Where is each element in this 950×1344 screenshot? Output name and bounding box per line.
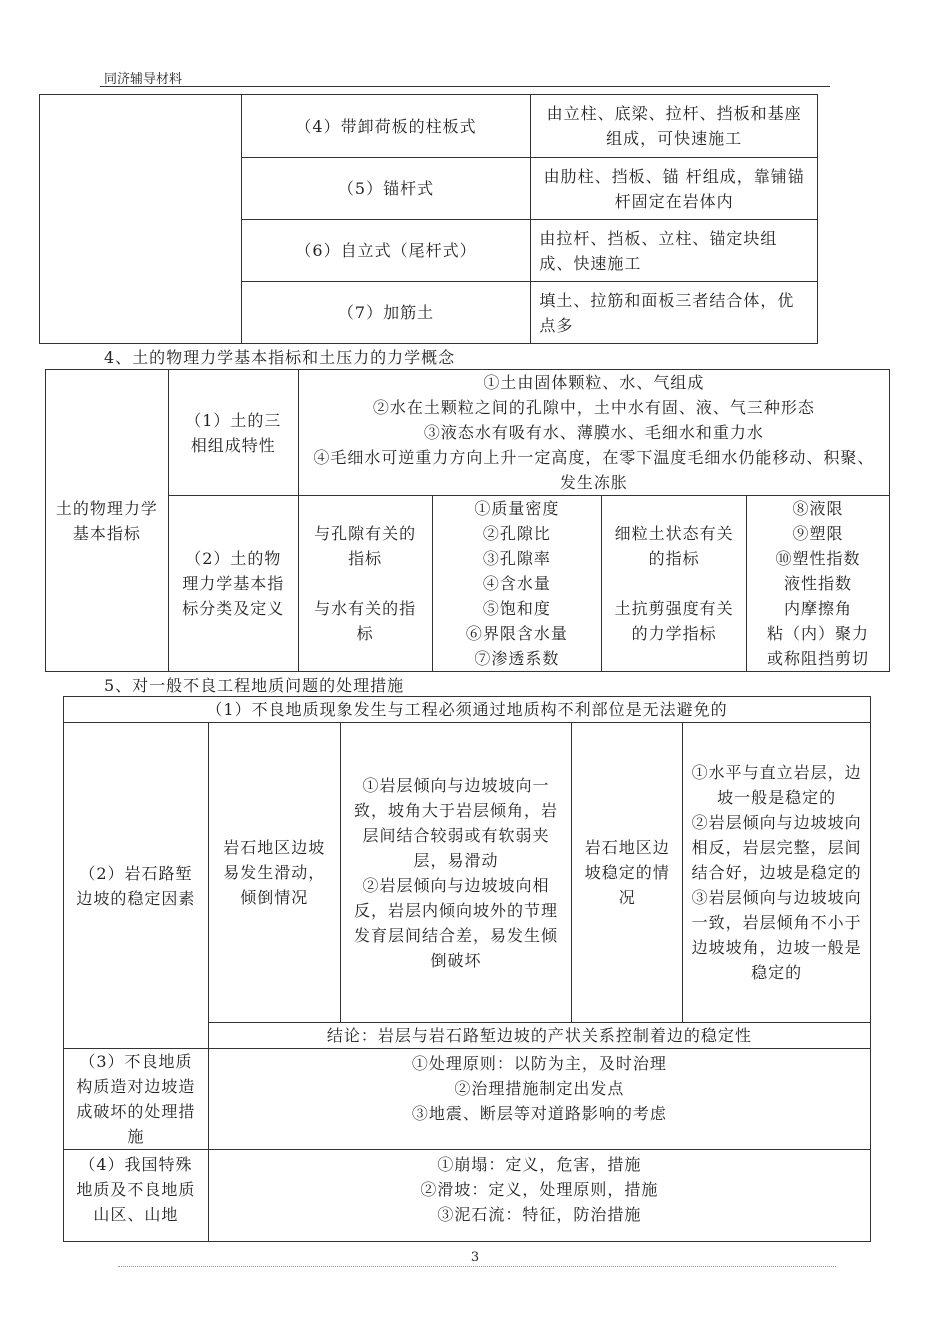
list-item: ⑦渗透系数 bbox=[474, 649, 560, 668]
text-line: ②治理措施制定出发点 bbox=[454, 1079, 625, 1098]
text-line: ①处理原则：以防为主，及时治理 bbox=[411, 1054, 667, 1073]
retaining-wall-table bbox=[39, 94, 818, 344]
rock-slope-label: （2）岩石路堑边坡的稳定因素 bbox=[64, 723, 209, 1049]
list-item: 内摩擦角 bbox=[784, 599, 853, 618]
table1-type: （6）自立式（尾杆式） bbox=[241, 220, 531, 282]
text-line: ②水在土颗粒之间的孔隙中，土中水有固、液、气三种形态 bbox=[372, 398, 815, 417]
header-text: 同济辅导材料 bbox=[104, 72, 183, 87]
three-phase-label: （1）土的三相组成特性 bbox=[168, 370, 298, 496]
text-line: ①崩塌：定义，危害，措施 bbox=[437, 1155, 642, 1174]
unstable-slope-desc bbox=[340, 723, 572, 1023]
table1-type: （7）加筋土 bbox=[241, 282, 531, 344]
list-item: 或称阻挡剪切 bbox=[767, 649, 870, 668]
geology-measures-table bbox=[63, 696, 871, 1242]
table1-desc: 由肋柱、挡板、锚 杆组成，靠铺锚杆固定在岩体内 bbox=[531, 158, 818, 220]
list-item: ④含水量 bbox=[482, 574, 551, 593]
text-line: ③地震、断层等对道路影响的考虑 bbox=[411, 1104, 667, 1123]
index-list-a bbox=[432, 496, 602, 672]
list-item: ⑤饱和度 bbox=[482, 599, 551, 618]
table1-type: （4）带卸荷板的柱板式 bbox=[241, 95, 531, 158]
list-item: ⑨塑限 bbox=[792, 524, 844, 543]
list-item: ⑥界限含水量 bbox=[465, 624, 568, 643]
pore-water-indices bbox=[298, 496, 432, 672]
text-line: ④毛细水可逆重力方向上升一定高度，在零下温度毛细水仍能移动、积聚、发生冻胀 bbox=[313, 448, 875, 492]
section5-heading: 5、对一般不良工程地质问题的处理措施 bbox=[104, 676, 405, 695]
table1-desc: 填土、拉筋和面板三者结合体，优点多 bbox=[531, 282, 818, 344]
special-geology-label: （4）我国特殊地质及不良地质山区、山地 bbox=[64, 1150, 209, 1242]
table1-merged-cell bbox=[40, 95, 242, 344]
text-line: 与孔隙有关的指标 bbox=[314, 524, 417, 568]
list-item: 粘（内）聚力 bbox=[767, 624, 870, 643]
list-item: ①质量密度 bbox=[474, 499, 560, 518]
text-line: ②岩层倾向与边坡坡向相反，岩层完整，层间结合好，边坡是稳定的 bbox=[691, 813, 862, 882]
unavoidable-note: （1）不良地质现象发生与工程必须通过地质构不利部位是无法避免的 bbox=[64, 697, 871, 723]
text-line: ③岩层倾向与边坡坡向一致，岩层倾角不小于边坡坡角，边坡一般是稳定的 bbox=[691, 888, 862, 982]
treatment-label: （3）不良地质构质造对边坡造成破坏的处理措施 bbox=[64, 1049, 209, 1150]
footer-rule bbox=[118, 1266, 836, 1267]
section4-heading: 4、土的物理力学基本指标和土压力的力学概念 bbox=[104, 348, 456, 367]
classification-label: （2）土的物理力学基本指标分类及定义 bbox=[168, 496, 298, 672]
list-item: ②孔隙比 bbox=[482, 524, 551, 543]
table1-type: （5）锚杆式 bbox=[241, 158, 531, 220]
index-list-b bbox=[747, 496, 890, 672]
soil-indices-label: 土的物理力学基本指标 bbox=[46, 370, 169, 672]
conclusion: 结论：岩层与岩石路堑边坡的产状关系控制着边的稳定性 bbox=[208, 1023, 870, 1049]
state-strength-indices bbox=[602, 496, 747, 672]
stable-slope-label: 岩石地区边坡稳定的情况 bbox=[572, 723, 683, 1023]
table1-desc: 由立柱、底梁、拉杆、挡板和基座组成，可快速施工 bbox=[531, 95, 818, 158]
text-line: ③液态水有吸有水、薄膜水、毛细水和重力水 bbox=[423, 423, 764, 442]
special-geology-content bbox=[208, 1150, 870, 1242]
text-line: 与水有关的指标 bbox=[314, 599, 417, 643]
text-line: ①水平与直立岩层，边坡一般是稳定的 bbox=[691, 763, 862, 807]
header-rule bbox=[100, 86, 830, 87]
text-line: ②岩层倾向与边坡坡向相反，岩层内倾向坡外的节理发育层间结合差，易发生倾倒破坏 bbox=[354, 875, 559, 970]
table1-desc: 由拉杆、挡板、立柱、锚定块组成、快速施工 bbox=[531, 220, 818, 282]
text-line: ②滑坡：定义，处理原则，措施 bbox=[420, 1180, 659, 1199]
stable-slope-desc bbox=[683, 723, 871, 1023]
soil-indices-table bbox=[45, 369, 890, 672]
text-line: ①土由固体颗粒、水、气组成 bbox=[483, 373, 705, 392]
text-line: 土抗剪强度有关的力学指标 bbox=[614, 599, 734, 643]
text-line: ③泥石流：特征，防治措施 bbox=[437, 1205, 642, 1224]
treatment-content bbox=[208, 1049, 870, 1150]
page-number: 3 bbox=[470, 1250, 480, 1265]
list-item: 液性指数 bbox=[784, 574, 853, 593]
three-phase-content bbox=[298, 370, 889, 496]
text-line: ①岩层倾向与边坡坡向一致，坡角大于岩层倾角，岩层间结合较弱或有软弱夹层，易滑动 bbox=[354, 775, 559, 870]
list-item: ③孔隙率 bbox=[482, 549, 551, 568]
list-item: ⑩塑性指数 bbox=[775, 549, 861, 568]
unstable-slope-label: 岩石地区边坡易发生滑动，倾倒情况 bbox=[208, 723, 340, 1023]
text-line: 细粒土状态有关的指标 bbox=[614, 524, 734, 568]
list-item: ⑧液限 bbox=[792, 499, 844, 518]
